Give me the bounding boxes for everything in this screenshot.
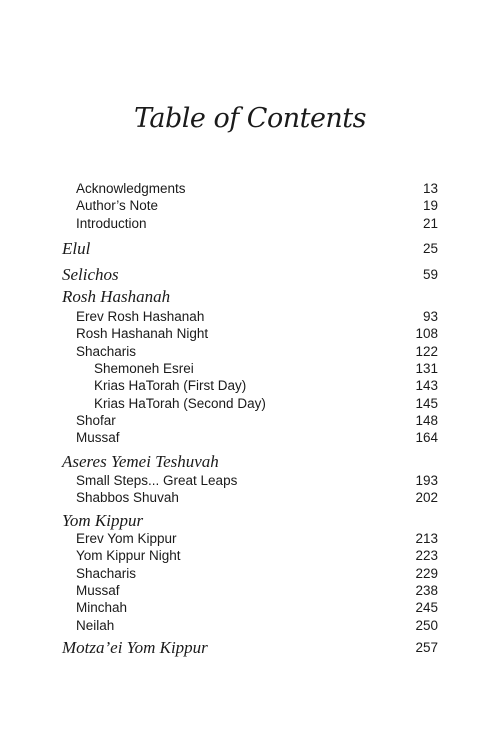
toc-entry-label: Minchah [76, 600, 128, 615]
toc-entry-label: Neilah [76, 618, 115, 633]
toc-entry-label: Shacharis [76, 344, 137, 359]
toc-entry-page-number: 145 [415, 396, 438, 411]
toc-entry-page-number: 13 [422, 181, 438, 196]
toc-entry-page-number: 21 [422, 216, 438, 231]
toc-section-entry [0, 264, 500, 286]
toc-entry-label: Acknowledgments [76, 181, 186, 196]
toc-entry [0, 565, 500, 583]
toc-entry-label: Introduction [76, 216, 147, 231]
toc-entry-page-number: 148 [415, 413, 438, 428]
toc-section-entry [0, 238, 500, 260]
toc-entry-page-number: 143 [415, 378, 438, 393]
toc-entry [0, 395, 500, 413]
toc-entry [0, 472, 500, 490]
toc-entry [0, 599, 500, 617]
toc-entry-label: Shofar [76, 413, 116, 428]
toc-entry-label: Mussaf [76, 583, 120, 598]
toc-entry-page-number: 164 [415, 430, 438, 445]
toc-entry-page-number: 193 [415, 473, 438, 488]
page-title: Table of Contents [133, 103, 367, 134]
toc-entry-page-number: 131 [415, 361, 438, 376]
toc-entry-label: Motza’ei Yom Kippur [62, 638, 208, 657]
toc-entry [0, 197, 500, 215]
toc-entry-page-number: 245 [415, 600, 438, 615]
toc-entry [0, 412, 500, 430]
toc-entry-page-number: 59 [422, 267, 438, 282]
toc-entry-page-number: 250 [415, 618, 438, 633]
toc-entry-page-number: 202 [415, 490, 438, 505]
toc-entry-label: Yom Kippur [62, 511, 144, 530]
toc-entry-label: Small Steps... Great Leaps [76, 473, 238, 488]
toc-entry [0, 325, 500, 343]
toc-entry [0, 215, 500, 233]
toc-entry-page-number: 257 [415, 640, 438, 655]
toc-entry-label: Elul [62, 239, 91, 258]
toc-entry [0, 360, 500, 378]
toc-section-entry [0, 286, 500, 308]
toc-entry-page-number: 25 [422, 241, 438, 256]
toc-section-entry [0, 510, 500, 532]
toc-entry-label: Mussaf [76, 430, 120, 445]
toc-entry-label: Erev Rosh Hashanah [76, 309, 205, 324]
toc-entry [0, 582, 500, 600]
toc-entry-page-number: 122 [415, 344, 438, 359]
toc-entry-label: Krias HaTorah (Second Day) [94, 396, 266, 411]
toc-entry [0, 489, 500, 507]
toc-section-entry [0, 637, 500, 659]
toc-entry-page-number: 238 [415, 583, 438, 598]
toc-entry [0, 547, 500, 565]
toc-entry-label: Rosh Hashanah [62, 287, 171, 306]
toc-entry-label: Shabbos Shuvah [76, 490, 179, 505]
toc-entry-page-number: 223 [415, 548, 438, 563]
toc-entry [0, 377, 500, 395]
toc-entry-page-number: 108 [415, 326, 438, 341]
toc-entry [0, 343, 500, 361]
toc-entry-label: Rosh Hashanah Night [76, 326, 209, 341]
toc-entry [0, 530, 500, 548]
toc-entry-label: Yom Kippur Night [76, 548, 181, 563]
toc-entry-page-number: 93 [422, 309, 438, 324]
toc-entry-label: Selichos [62, 265, 119, 284]
toc-entry-label: Krias HaTorah (First Day) [94, 378, 247, 393]
toc-section-entry [0, 451, 500, 473]
toc-entry-label: Erev Yom Kippur [76, 531, 177, 546]
toc-entry-page-number: 19 [422, 198, 438, 213]
toc-entry-page-number: 213 [415, 531, 438, 546]
toc-entry-label: Shacharis [76, 566, 137, 581]
toc-entry [0, 617, 500, 635]
toc-entry [0, 180, 500, 198]
toc-entry [0, 308, 500, 326]
toc-entry-label: Shemoneh Esrei [94, 361, 194, 376]
toc-entry-label: Author’s Note [76, 198, 159, 213]
toc-entry-label: Aseres Yemei Teshuvah [62, 452, 219, 471]
toc-entry-page-number: 229 [415, 566, 438, 581]
toc-entry [0, 429, 500, 447]
